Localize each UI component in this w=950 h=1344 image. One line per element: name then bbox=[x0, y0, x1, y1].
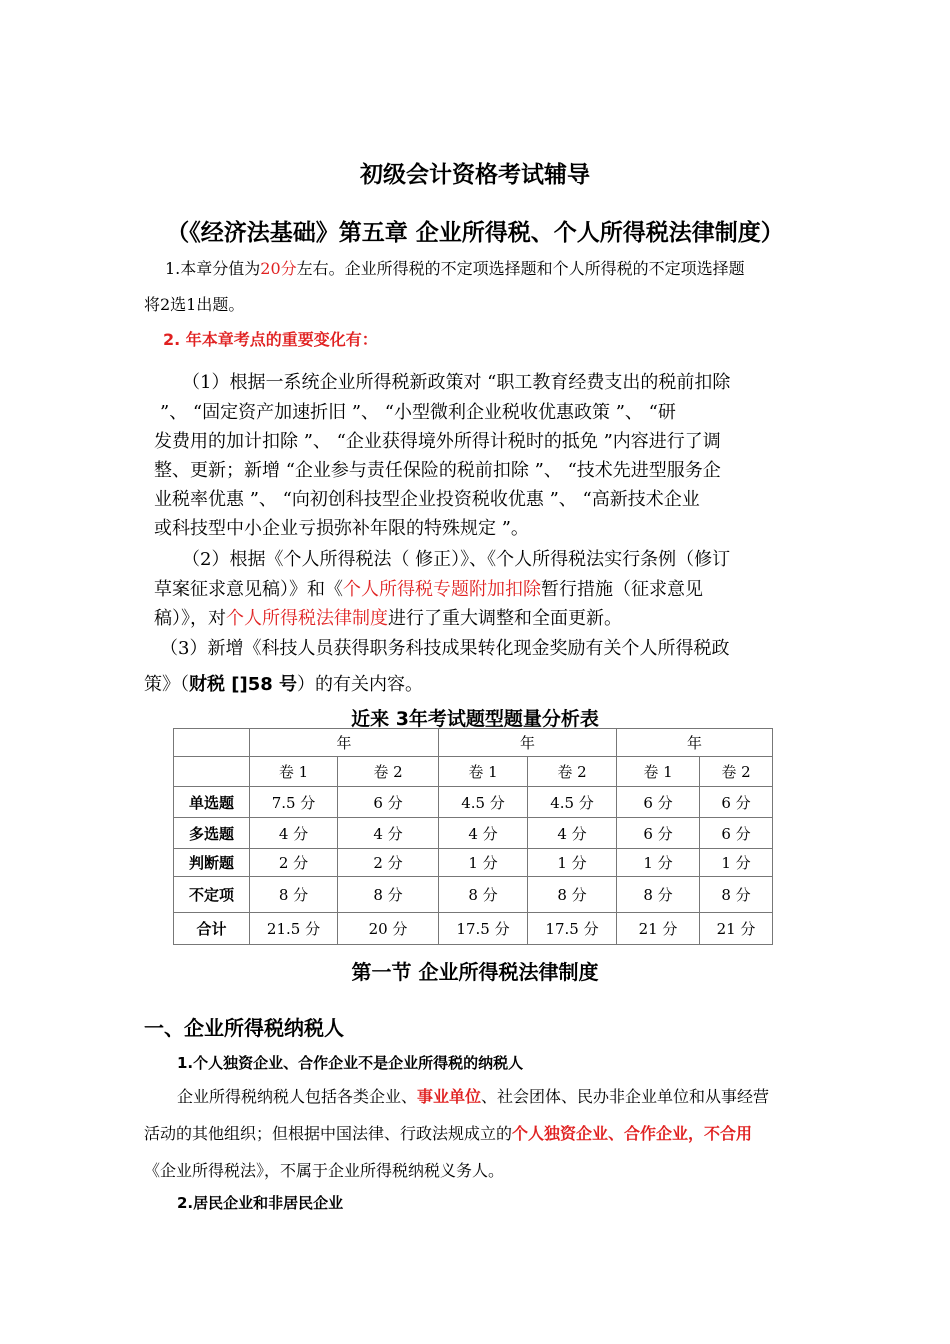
table-header-papers bbox=[174, 757, 773, 787]
table-cell: 1 分 bbox=[617, 849, 700, 877]
item2-line3-text-a: 稿）》，对 bbox=[154, 608, 226, 629]
item2-line-1: （2）根据《个人所得税法（ 修正）》、《个人所得税法实行条例（修订 bbox=[182, 549, 731, 570]
table-cell: 7.5 分 bbox=[250, 787, 338, 818]
score-highlight: 20分 bbox=[260, 259, 297, 278]
year-header-3: 年 bbox=[617, 729, 773, 757]
table-cell: 4 分 bbox=[439, 818, 528, 849]
item1-line-3: 发费用的加计扣除 ”、 “企业获得境外所得计税时的抵免 ”内容进行了调 bbox=[154, 431, 721, 452]
table-cell: 2 分 bbox=[338, 849, 439, 877]
body1-text-b: 、社会团体、民办非企业单位和从事经营 bbox=[481, 1087, 770, 1106]
score-prefix: 1.本章分值为 bbox=[165, 259, 261, 278]
item1-line-2: ”、 “固定资产加速折旧 ”、 “小型微利企业税收优惠政策 ”、 “研 bbox=[160, 402, 676, 423]
table-cell: 1 分 bbox=[700, 849, 773, 877]
table-cell: 4 分 bbox=[250, 818, 338, 849]
item2-line3-text-b: 进行了重大调整和全面更新。 bbox=[388, 608, 622, 629]
row-label: 判断题 bbox=[174, 849, 250, 877]
table-cell: 6 分 bbox=[617, 787, 700, 818]
row-label: 不定项 bbox=[174, 877, 250, 913]
body1-text-c: 活动的其他组织；但根据中国法律、行政法规成立的 bbox=[144, 1124, 513, 1143]
item2-line3-highlight: 个人所得税法律制度 bbox=[226, 608, 388, 629]
body1-text-a: 企业所得税纳税人包括各类企业、 bbox=[177, 1087, 418, 1106]
item3-line-2 bbox=[144, 670, 423, 696]
table-cell: 6 分 bbox=[700, 818, 773, 849]
item2-line2-text-b: 暂行措施（征求意见 bbox=[541, 579, 703, 600]
item2-line-3 bbox=[154, 604, 622, 630]
table-cell: 8 分 bbox=[700, 877, 773, 913]
table-cell: 8 分 bbox=[250, 877, 338, 913]
item1-line-1: （1）根据一系统企业所得税新政策对 “职工教育经费支出的税前扣除 bbox=[182, 372, 731, 393]
table-cell: 4 分 bbox=[338, 818, 439, 849]
body1-highlight-2: 个人独资企业、合作企业，不合用 bbox=[512, 1124, 753, 1143]
score-paragraph bbox=[165, 256, 745, 279]
item1-line-5: 业税率优惠 ”、 “向初创科技型企业投资税收优惠 ”、 “高新技术企业 bbox=[154, 489, 700, 510]
table-cell: 8 分 bbox=[439, 877, 528, 913]
paper-header: 卷 1 bbox=[617, 757, 700, 787]
table-cell: 6 分 bbox=[338, 787, 439, 818]
subheading-1: 1.个人独资企业、合作企业不是企业所得税的纳税人 bbox=[177, 1054, 524, 1072]
paper-header: 卷 1 bbox=[250, 757, 338, 787]
changes-heading: 2. 年本章考点的重要变化有： bbox=[163, 330, 378, 349]
table-cell: 6 分 bbox=[700, 787, 773, 818]
table-cell: 2 分 bbox=[250, 849, 338, 877]
paper-header: 卷 2 bbox=[338, 757, 439, 787]
score-suffix: 左右。企业所得税的不定项选择题和个人所得税的不定项选择题 bbox=[296, 259, 745, 278]
row-label: 单选题 bbox=[174, 787, 250, 818]
table-cell: 4.5 分 bbox=[528, 787, 617, 818]
paper-header: 卷 1 bbox=[439, 757, 528, 787]
table-row bbox=[174, 787, 773, 818]
paper-header: 卷 2 bbox=[700, 757, 773, 787]
year-header-1: 年 bbox=[250, 729, 439, 757]
table-cell: 1 分 bbox=[528, 849, 617, 877]
table-row bbox=[174, 818, 773, 849]
table-cell: 8 分 bbox=[338, 877, 439, 913]
row-label: 多选题 bbox=[174, 818, 250, 849]
table-cell: 8 分 bbox=[617, 877, 700, 913]
body1-line-3: 《企业所得税法》，不属于企业所得税纳税义务人。 bbox=[144, 1161, 505, 1180]
table-header-years bbox=[174, 729, 773, 757]
document-subtitle: （《经济法基础》第五章 企业所得税、个人所得税法律制度） bbox=[166, 219, 784, 246]
table-cell: 20 分 bbox=[338, 913, 439, 945]
heading-taxpayer: 一、企业所得税纳税人 bbox=[144, 1016, 344, 1040]
score-paragraph-line2: 将2选1出题。 bbox=[144, 295, 245, 314]
table-caption: 近来 3年考试题型题量分析表 bbox=[351, 708, 599, 730]
item3-line2-bold: 财税 []58 号 bbox=[189, 674, 298, 695]
paper-header: 卷 2 bbox=[528, 757, 617, 787]
item2-line2-highlight: 个人所得税专题附加扣除 bbox=[343, 579, 541, 600]
item2-line-2 bbox=[154, 575, 703, 601]
table-cell: 4 分 bbox=[528, 818, 617, 849]
year-header-2: 年 bbox=[439, 729, 617, 757]
body1-line-1 bbox=[177, 1084, 769, 1107]
table-cell: 21.5 分 bbox=[250, 913, 338, 945]
table-cell: 6 分 bbox=[617, 818, 700, 849]
table-cell: 8 分 bbox=[528, 877, 617, 913]
table-cell: 17.5 分 bbox=[439, 913, 528, 945]
table-cell: 21 分 bbox=[617, 913, 700, 945]
item1-line-4: 整、更新；新增 “企业参与责任保险的税前扣除 ”、 “技术先进型服务企 bbox=[154, 460, 721, 481]
table-cell: 4.5 分 bbox=[439, 787, 528, 818]
table-cell: 1 分 bbox=[439, 849, 528, 877]
body1-line-2 bbox=[144, 1121, 752, 1144]
table-row bbox=[174, 913, 773, 945]
item3-line2-text-b: ）的有关内容。 bbox=[297, 674, 424, 695]
row-label: 合计 bbox=[174, 913, 250, 945]
exam-stats-table bbox=[173, 728, 773, 945]
item3-line2-text-a: 策》（ bbox=[144, 674, 189, 695]
item2-line2-text-a: 草案征求意见稿）》和《 bbox=[154, 579, 343, 600]
body1-highlight-1: 事业单位 bbox=[417, 1087, 482, 1106]
subheading-2: 2.居民企业和非居民企业 bbox=[177, 1194, 344, 1212]
item1-line-6: 或科技型中小企业亏损弥补年限的特殊规定 ”。 bbox=[154, 518, 529, 539]
table-row bbox=[174, 849, 773, 877]
table-corner-cell bbox=[174, 729, 250, 757]
section-title: 第一节 企业所得税法律制度 bbox=[351, 960, 599, 984]
document-title: 初级会计资格考试辅导 bbox=[360, 161, 590, 188]
table-cell: 21 分 bbox=[700, 913, 773, 945]
table-corner-cell-2 bbox=[174, 757, 250, 787]
table-row bbox=[174, 877, 773, 913]
table-cell: 17.5 分 bbox=[528, 913, 617, 945]
item3-line-1: （3）新增《科技人员获得职务科技成果转化现金奖励有关个人所得税政 bbox=[160, 638, 730, 659]
